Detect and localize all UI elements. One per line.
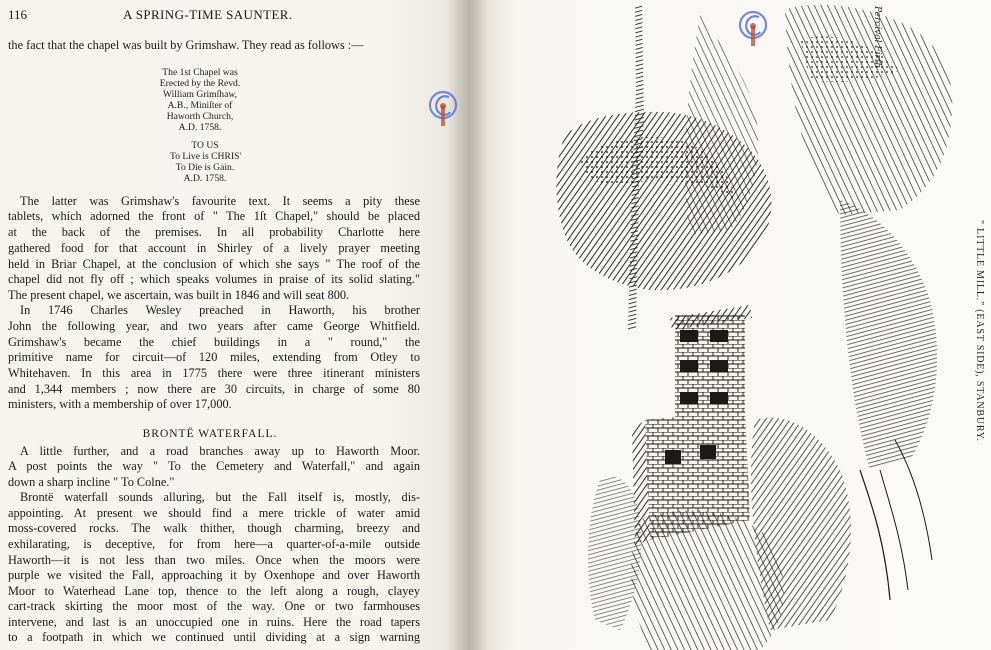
paragraph-line: intervene, and last is an unoccupied one in ruins. Here the road tapers [8,615,420,629]
tablet-inscription-line: The 1st Chapel was [162,67,238,78]
paragraph-line: chapel did not fly off ; which speaks volumes in praise of its solid slating." [8,272,420,286]
paragraph-line: to a footpath in which we continued until dividing at a sign warning [8,630,420,644]
paragraph-line: ministers, with a membership of over 17,000. [8,397,232,411]
paragraph-line: held in Briar Chapel, at the conclusion of which she says " The roof of the [8,257,420,271]
paragraph-line: A post points the way " To the Cemetery and Waterfall," and again [8,459,420,473]
library-stamp-icon [428,88,458,130]
paragraph-line: cart-track skirting the moor most of the way. One or two farmhouses [8,599,420,613]
paragraph-line: The present chapel, we ascertain, was built in 1846 and will seat 800. [8,288,350,302]
tablet-inscription-line: A.D. 1758. [178,122,222,133]
paragraph-line: and 1,344 members ; now there are 30 circuits, in charge of some 80 [8,382,420,396]
page-header [8,7,420,27]
paragraph-line: at the back of the premises. In all probability Charlotte here [8,225,420,239]
tablet-inscription-line: Haworth Church, [166,111,234,122]
tablet-inscription-line: To Live is CHRIS' [170,151,242,162]
paragraph-line: tablets, which adorned the front of " The 1ſt Chapel," should be placed [8,209,420,223]
paragraph-line: gathered food for that account in Shirley of a lively prayer meeting [8,241,420,255]
illustration-caption: " LITTLE MILL." (EAST SIDE), STANBURY. [974,220,985,442]
artist-signature: Percival Firth [872,6,882,69]
running-head: A SPRING-TIME SAUNTER. [123,7,293,22]
library-stamp-icon [738,8,768,50]
paragraph-line: primitive name for circuit—of 120 miles, extending from Otley to [8,350,420,364]
paragraph-line: Haworth—it is not less than two miles. Once when the moors were [8,553,420,567]
paragraph-line: In 1746 Charles Wesley preached in Haworth, his brother [20,303,420,317]
paragraph-line: Moor to Waterhead Lane top, thence to the left along a rough, clayey [8,584,420,598]
tablet-inscription-line: A.D. 1758. [183,173,227,184]
intro-line: the fact that the chapel was built by Grimshaw. They read as follows :— [8,38,364,52]
tablet-inscription-line: William Grimſhaw, [162,89,238,100]
paragraph-line: exhilarating, is deceptive, for from here—a quarter-of-a-mile outside [8,537,420,551]
paragraph-line: Brontë waterfall sounds alluring, but the Fall itself is, mostly, dis- [20,490,420,504]
paragraph-line: Whitehaven. In this area in 1775 there were three itinerant ministers [8,366,420,380]
paragraph-line: down a sharp incline " To Colne." [8,475,175,489]
tablet-inscription-line: Erected by the Revd. [159,78,241,89]
paragraph-line: John the following year, and two years after came George Whitfield. [8,319,420,333]
paragraph-line: Grimshaw's became the chief buildings in a " round," the [8,335,420,349]
mill-illustration-icon [540,0,960,650]
tablet-inscription-line: To Die is Gain. [175,162,235,173]
tablet-inscription-line: A.B., Miniſter of [167,100,233,111]
tablet-inscription-line: TO US [191,140,219,151]
section-heading: BRONTË WATERFALL. [142,428,278,440]
page-number: 116 [8,7,28,22]
paragraph-line: A little further, and a road branches away up to Haworth Moor. [20,444,420,458]
paragraph-line: moss-covered rocks. The walk thither, though charming, breezy and [8,521,420,535]
paragraph-line: The latter was Grimshaw's favourite text. It seems a pity these [20,194,420,208]
paragraph-line: purple we visited the Fall, approaching it by Oxenhope and over Haworth [8,568,420,582]
paragraph-line: appointing. At present we should find a mere trickle of water amid [8,506,420,520]
